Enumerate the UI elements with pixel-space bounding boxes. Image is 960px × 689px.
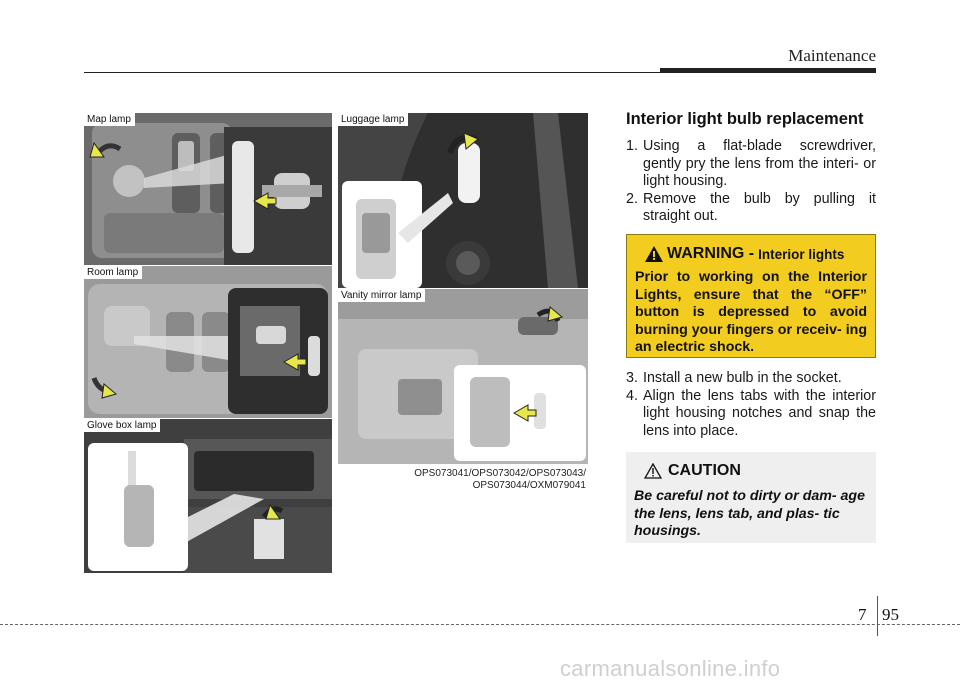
section-header-title: Maintenance [788, 46, 876, 65]
step-number: 1. [626, 138, 638, 154]
warning-body: Prior to working on the Interior Lights, ensure that the “OFF” button is depressed to avoid burning your fingers or receiv- ing an electric shock. [635, 269, 867, 355]
step-line1: Using a flat-blade screwdriver, [643, 138, 876, 154]
step-line1: Align the lens tabs with the interior [643, 387, 876, 404]
footer-page-divider [877, 596, 878, 636]
warning-box [626, 234, 876, 358]
watermark-text: carmanualsonline.info [560, 656, 781, 681]
step-continuation: straight out. [643, 208, 718, 224]
photo-room-lamp [84, 266, 332, 418]
step-number: 2. [626, 190, 638, 207]
photo-label-map-lamp: Map lamp [84, 113, 135, 126]
photo-caption [338, 468, 586, 492]
step-item [626, 370, 876, 388]
step-item [626, 388, 876, 441]
step-continuation: gently pry the lens from the interi- or light housing. [643, 155, 876, 189]
step-number: 3. [626, 370, 638, 386]
luggage-lamp-illustration [338, 113, 588, 288]
step-item [626, 191, 876, 226]
photo-label-room-lamp: Room lamp [84, 266, 142, 279]
photo-caption-line1: OPS073041/OPS073042/OPS073043/ [414, 468, 586, 479]
photo-caption-line2: OPS073044/OXM079041 [472, 480, 586, 491]
chapter-number: 7 [858, 605, 867, 624]
photo-label-vanity-mirror-lamp: Vanity mirror lamp [338, 289, 425, 302]
photo-label-luggage-lamp: Luggage lamp [338, 113, 408, 126]
page-number: 95 [882, 605, 899, 624]
step-item [626, 138, 876, 191]
step-continuation: light housing notches and snap the lens into place. [643, 405, 876, 439]
warning-subtitle: Interior lights [758, 246, 845, 262]
map-lamp-illustration [84, 113, 332, 265]
photo-label-glove-box-lamp: Glove box lamp [84, 419, 160, 432]
warning-triangle-icon [645, 246, 663, 262]
section-heading: Interior light bulb replacement [626, 110, 864, 128]
room-lamp-illustration [84, 266, 332, 418]
step-number: 4. [626, 387, 638, 404]
header-rule [84, 72, 876, 73]
caution-box [626, 452, 876, 543]
caution-triangle-icon [644, 463, 662, 479]
steps-list-part2 [626, 370, 876, 440]
photo-glove-box-lamp [84, 419, 332, 573]
step-line1: Install a new bulb in the socket. [643, 370, 842, 386]
step-line1: Remove the bulb by pulling it [643, 190, 876, 207]
header-rule-accent [660, 68, 876, 72]
photo-vanity-mirror-lamp [338, 289, 588, 464]
glove-box-lamp-illustration [84, 419, 332, 573]
photo-luggage-lamp [338, 113, 588, 288]
footer-dashed-rule [0, 624, 960, 625]
vanity-mirror-lamp-illustration [338, 289, 588, 464]
caution-body: Be careful not to dirty or dam- age the lens, lens tab, and plas- tic housings. [634, 488, 865, 539]
warning-title: WARNING - [667, 245, 755, 262]
caution-title: CAUTION [668, 462, 741, 479]
steps-list-part1 [626, 138, 876, 226]
photo-map-lamp [84, 113, 332, 265]
